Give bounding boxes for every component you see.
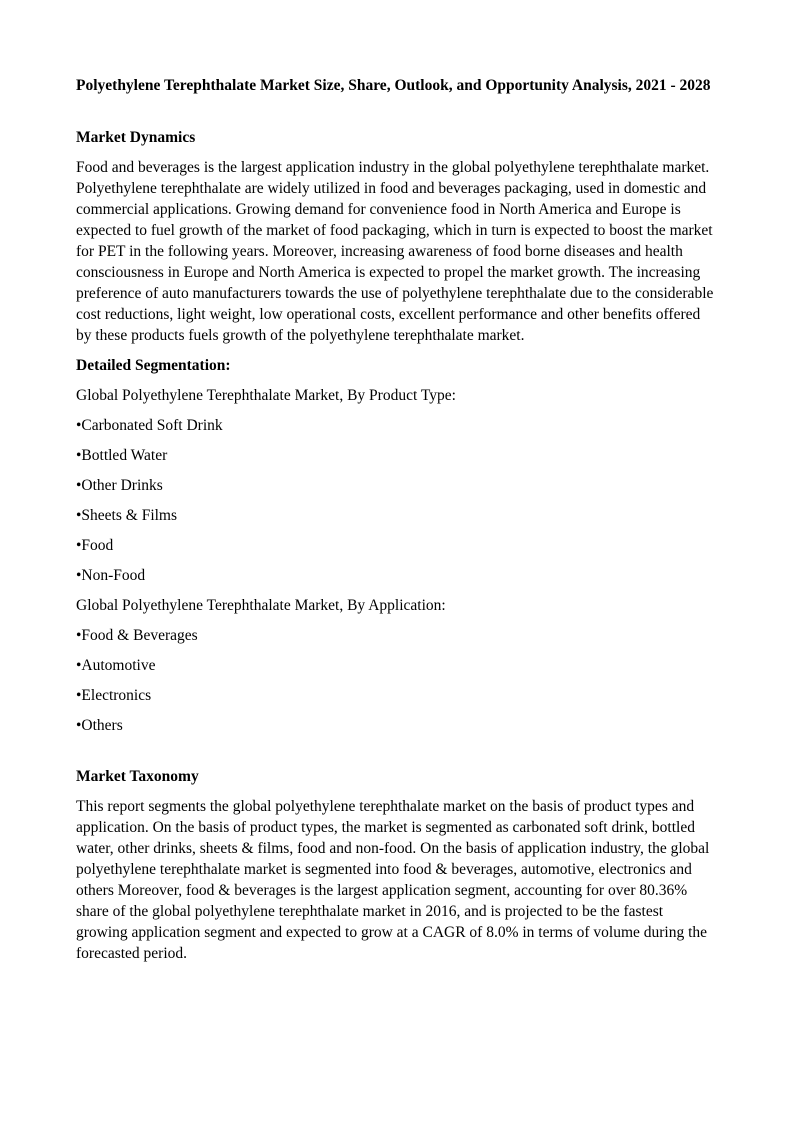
list-item: •Food & Beverages (76, 627, 198, 644)
document-title: Polyethylene Terephthalate Market Size, Share, Outlook, and Opportunity Analysis, 2021 - 2028 (76, 77, 711, 94)
list-item: •Non-Food (76, 567, 146, 584)
segmentation-heading: Detailed Segmentation: (76, 357, 231, 374)
list-item: •Other Drinks (76, 477, 163, 494)
list-item: •Electronics (76, 687, 152, 704)
list-item: •Others (76, 717, 123, 734)
list-item: •Carbonated Soft Drink (76, 417, 223, 434)
application-label: Global Polyethylene Terephthalate Market, By Application: (76, 597, 446, 614)
list-item: •Bottled Water (76, 447, 168, 464)
market-taxonomy-heading: Market Taxonomy (76, 768, 199, 785)
list-item: •Automotive (76, 657, 156, 674)
market-dynamics-heading: Market Dynamics (76, 129, 196, 146)
market-dynamics-paragraph: Food and beverages is the largest application industry in the global polyethylene terephthalate market. Polyethylene terephthalate are widely utilized in food and beverages packaging, used in domestic and commercial applications. Growing demand for convenience food in North America and Europe is expected to fuel growth of the market of food packaging, which in turn is expected to boost the market for PET in the following years. Moreover, increasing awareness of food borne diseases and health consciousness in Europe and North America is expected to propel the market growth. The increasing preference of auto manufacturers towards the use of polyethylene terephthalate due to the considerable cost reductions, light weight, low operational costs, excellent performance and other benefits offered by these products fuels growth of the polyethylene terephthalate market. (76, 159, 714, 344)
product-type-label: Global Polyethylene Terephthalate Market, By Product Type: (76, 387, 456, 404)
list-item: •Food (76, 537, 114, 554)
market-taxonomy-paragraph: This report segments the global polyethylene terephthalate market on the basis of product types and application. On the basis of product types, the market is segmented as carbonated soft drink, bottled water, other drinks, sheets & films, food and non-food. On the basis of application industry, the global polyethylene terephthalate market is segmented into food & beverages, automotive, electronics and others Moreover, food & beverages is the largest application segment, accounting for over 80.36% share of the global polyethylene terephthalate market in 2016, and is projected to be the fastest growing application segment and expected to grow at a CAGR of 8.0% in terms of volume during the forecasted period. (76, 798, 710, 962)
list-item: •Sheets & Films (76, 507, 178, 524)
document-page (76, 76, 718, 964)
